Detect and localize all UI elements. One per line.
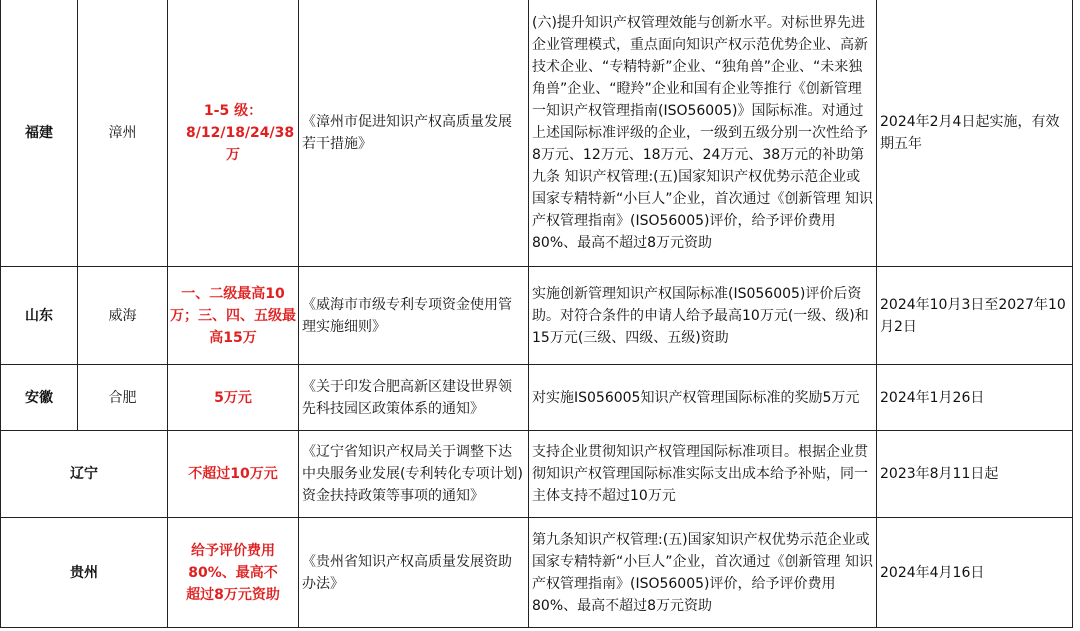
content-cell: 支持企业贯彻知识产权管理国际标准项目。根据企业贯彻知识产权管理国际标准实际支出成本给予补贴，同一主体支持不超过10万元: [529, 431, 877, 518]
content-cell: 对实施IS056005知识产权管理国际标准的奖励5万元: [529, 365, 877, 431]
amount-cell: 一、二级最高10万；三、四、五级最高15万: [168, 267, 299, 365]
province-cell: 安徽: [1, 365, 78, 431]
amount-cell: 不超过10万元: [168, 431, 299, 518]
amount-cell: 给予评价费用80%、最高不超过8万元资助: [168, 518, 299, 628]
document-cell: 《漳州市促进知识产权高质量发展若干措施》: [299, 0, 529, 267]
date-cell: 2024年1月26日: [877, 365, 1073, 431]
province-cell: 贵州: [1, 518, 168, 628]
content-cell: 第九条知识产权管理:(五)国家知识产权优势示范企业或国家专精特新“小巨人”企业，首次通过《创新管理 知识产权管理指南》(ISO56005)评价，给予评价费用80%、最高不超过8万元资助: [529, 518, 877, 628]
amount-cell: 5万元: [168, 365, 299, 431]
date-cell: 2024年4月16日: [877, 518, 1073, 628]
content-cell: (六)提升知识产权管理效能与创新水平。对标世界先进企业管理模式，重点面向知识产权示范优势企业、高新技术企业、“专精特新”企业、“独角兽”企业、“未来独角兽”企业、“瞪羚”企业和国有企业等推行《创新管理一知识产权管理指南(ISO56005)》国际标准。对通过上述国际标准评级的企业，一级到五级分别一次性给予8万元、12万元、18万元、24万元、38万元的补助第九条 知识产权管理:(五)国家知识产权优势示范企业或国家专精特新“小巨人”企业，首次通过《创新管理 知识产权管理指南》(ISO56005)评价，给予评价费用80%、最高不超过8万元资助: [529, 0, 877, 267]
amount-cell: 1-5 级：8/12/18/24/38万: [168, 0, 299, 267]
province-cell: 福建: [1, 0, 78, 267]
table-row: [1, 267, 1073, 365]
document-cell: 《辽宁省知识产权局关于调整下达中央服务业发展(专利转化专项计划)资金扶持政策等事项的通知》: [299, 431, 529, 518]
province-cell: 辽宁: [1, 431, 168, 518]
date-cell: 2023年8月11日起: [877, 431, 1073, 518]
date-cell: 2024年2月4日起实施，有效期五年: [877, 0, 1073, 267]
city-cell: 合肥: [78, 365, 168, 431]
document-cell: 《贵州省知识产权高质量发展资助办法》: [299, 518, 529, 628]
table-row: [1, 365, 1073, 431]
province-cell: 山东: [1, 267, 78, 365]
city-cell: 漳州: [78, 0, 168, 267]
table-row: [1, 431, 1073, 518]
document-cell: 《威海市市级专利专项资金使用管理实施细则》: [299, 267, 529, 365]
document-cell: 《关于印发合肥高新区建设世界领先科技园区政策体系的通知》: [299, 365, 529, 431]
city-cell: 威海: [78, 267, 168, 365]
content-cell: 实施创新管理知识产权国际标准(IS056005)评价后资助。对符合条件的申请人给予最高10万元(一级、级)和15万元(三级、四级、五级)资助: [529, 267, 877, 365]
table-row: [1, 0, 1073, 267]
date-cell: 2024年10月3日至2027年10月2日: [877, 267, 1073, 365]
table-row: [1, 518, 1073, 628]
